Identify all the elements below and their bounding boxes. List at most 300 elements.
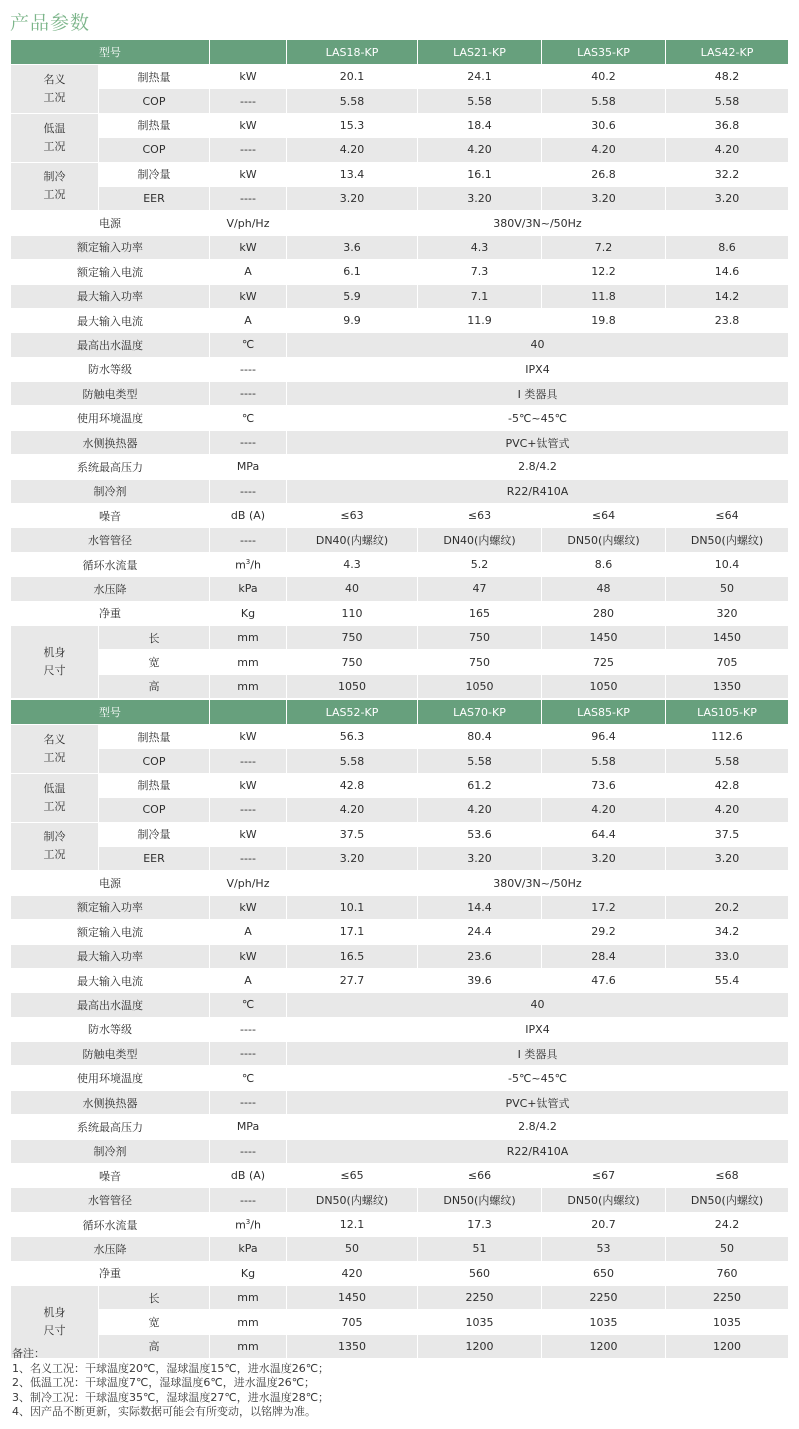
note-line: 2、低温工况：干球温度7℃，湿球温度6℃，进水温度26℃； [12,1376,316,1389]
group-label: 低温 工况 [11,114,99,163]
unit-cell: kPa [210,577,287,601]
unit-cell: ---- [210,1140,287,1164]
table-row [11,431,789,455]
value-cell: 96.4 [542,725,666,749]
table-row [11,1188,789,1212]
param-name: 额定输入电流 [11,260,210,284]
table-row [11,1237,789,1261]
unit-cell: ---- [210,89,287,113]
nominal-row [11,65,789,89]
value-cell: 14.6 [666,260,789,284]
cooling-row [11,823,789,847]
value-cell: 73.6 [542,774,666,798]
group-label: 制冷 工况 [11,823,99,872]
param-name: 额定输入电流 [11,920,210,944]
group-label: 名义 工况 [11,725,99,774]
unit-base: m [235,1218,246,1232]
param-name: 最高出水温度 [11,993,210,1017]
value-cell: DN40(内螺纹) [287,528,418,552]
value-cell: 23.6 [418,945,542,969]
value-cell: 1035 [542,1310,666,1334]
value-cell: 10.1 [287,896,418,920]
model-name: LAS105-KP [666,700,789,725]
value-cell: 4.20 [542,138,666,162]
unit-cell: ---- [210,1188,287,1212]
value-cell: 6.1 [287,260,418,284]
value-cell: 3.20 [666,847,789,871]
unit-tail: /h [250,1218,261,1232]
param-name: 循环水流量 [11,553,210,577]
unit-cell: kPa [210,1237,287,1261]
value-cell: 4.20 [666,138,789,162]
value-cell: 24.4 [418,920,542,944]
value-cell: 80.4 [418,725,542,749]
note-line: 3、制冷工况：干球温度35℃，湿球温度27℃，进水温度28℃； [12,1390,330,1404]
value-cell: 12.2 [542,260,666,284]
value-cell: 2250 [418,1286,542,1310]
value-cell: DN50(内螺纹) [418,1188,542,1212]
param-name: 水管管径 [11,1188,210,1212]
unit-cell: kW [210,163,287,187]
model-header-label: 型号 [11,700,210,725]
value-cell: 1350 [666,675,789,699]
model-name: LAS18-KP [287,40,418,65]
group-label: 制冷 工况 [11,163,99,212]
table-row [11,871,789,895]
value-cell: 50 [666,1237,789,1261]
table-row [11,969,789,993]
param-name: 防水等级 [11,358,210,382]
param-name: 最大输入功率 [11,945,210,969]
table-row [11,211,789,235]
unit-cell: kW [210,285,287,309]
value-cell: 50 [287,1237,418,1261]
unit-cell [210,1213,287,1237]
table-row [11,1091,789,1115]
value-cell: 20.2 [666,896,789,920]
value-cell: 1350 [287,1335,418,1359]
table-row [11,504,789,528]
value-cell: -5℃~45℃ [287,406,789,430]
unit-cell: V/ph/Hz [210,211,287,235]
value-cell: 1450 [287,1286,418,1310]
value-cell: ≤65 [287,1164,418,1188]
value-cell: 3.20 [287,187,418,211]
param-name: 制热量 [99,65,210,89]
value-cell: 3.20 [418,187,542,211]
param-name: 制冷剂 [11,480,210,504]
unit-cell: ---- [210,431,287,455]
unit-cell: ---- [210,1091,287,1115]
param-name: 宽 [99,1310,210,1334]
value-cell: 3.6 [287,236,418,260]
param-name: 水压降 [11,1237,210,1261]
unit-cell: ---- [210,798,287,822]
cooling-row [11,163,789,187]
unit-cell: mm [210,626,287,650]
value-cell: 1050 [418,675,542,699]
value-cell: 47 [418,577,542,601]
unit-superscript: 3 [245,1217,251,1226]
value-cell: 47.6 [542,969,666,993]
unit-cell: ---- [210,187,287,211]
param-name: 净重 [11,1262,210,1286]
value-cell: 13.4 [287,163,418,187]
value-cell: 725 [542,650,666,674]
model-name: LAS35-KP [542,40,666,65]
note-line: 1、名义工况：干球温度20℃，湿球温度15℃，进水温度26℃； [12,1361,330,1375]
value-cell: 1450 [542,626,666,650]
value-cell: DN50(内螺纹) [666,528,789,552]
note-line: 4、因产品不断更新，实际数据可能会有所变动，以铭牌为准。 [12,1405,316,1418]
unit-cell: kW [210,236,287,260]
unit-cell: ---- [210,1042,287,1066]
value-cell: 420 [287,1262,418,1286]
table-row [11,333,789,357]
value-cell: 17.3 [418,1213,542,1237]
unit-cell: Kg [210,602,287,626]
value-cell: 32.2 [666,163,789,187]
value-cell: 37.5 [666,823,789,847]
value-cell: 280 [542,602,666,626]
value-cell: DN50(内螺纹) [287,1188,418,1212]
value-cell: 750 [287,650,418,674]
value-cell: 40 [287,333,789,357]
table-row [11,602,789,626]
value-cell: 5.58 [418,89,542,113]
value-cell: 750 [287,626,418,650]
value-cell: 29.2 [542,920,666,944]
value-cell: R22/R410A [287,480,789,504]
param-name: COP [99,749,210,773]
unit-cell: ℃ [210,1066,287,1090]
value-cell: 24.1 [418,65,542,89]
value-cell: 4.20 [287,798,418,822]
unit-cell: ℃ [210,406,287,430]
spec-table [11,700,789,1359]
value-cell: IPX4 [287,1018,789,1042]
value-cell: 9.9 [287,309,418,333]
table-row [11,577,789,601]
param-name: 系统最高压力 [11,1115,210,1139]
value-cell: 320 [666,602,789,626]
value-cell: 10.4 [666,553,789,577]
value-cell: 380V/3N~/50Hz [287,871,789,895]
unit-cell: A [210,969,287,993]
value-cell: 16.1 [418,163,542,187]
size-row [11,626,789,650]
value-cell: 55.4 [666,969,789,993]
table-row [11,920,789,944]
value-cell: 5.58 [666,89,789,113]
unit-cell: V/ph/Hz [210,871,287,895]
value-cell: 14.2 [666,285,789,309]
table-row [11,1262,789,1286]
table-row [11,358,789,382]
unit-cell: kW [210,896,287,920]
param-name: 最大输入电流 [11,309,210,333]
value-cell: 11.8 [542,285,666,309]
unit-cell: kW [210,823,287,847]
value-cell: 12.1 [287,1213,418,1237]
param-name: 最高出水温度 [11,333,210,357]
value-cell: DN50(内螺纹) [666,1188,789,1212]
value-cell: 1200 [666,1335,789,1359]
model-name: LAS42-KP [666,40,789,65]
unit-cell: ---- [210,749,287,773]
unit-cell: ---- [210,528,287,552]
unit-cell: MPa [210,455,287,479]
param-name: 水压降 [11,577,210,601]
unit-cell: kW [210,774,287,798]
page-title: 产品参数 [10,12,91,34]
value-cell: 48.2 [666,65,789,89]
value-cell: 51 [418,1237,542,1261]
value-cell: 4.20 [287,138,418,162]
unit-cell: mm [210,1310,287,1334]
table-row [11,896,789,920]
value-cell: 165 [418,602,542,626]
param-name: EER [99,847,210,871]
value-cell: 5.2 [418,553,542,577]
value-cell: 1035 [418,1310,542,1334]
value-cell: R22/R410A [287,1140,789,1164]
param-name: 净重 [11,602,210,626]
value-cell: 2250 [666,1286,789,1310]
value-cell: 17.2 [542,896,666,920]
value-cell: 4.20 [542,798,666,822]
value-cell: -5℃~45℃ [287,1066,789,1090]
value-cell: 40 [287,993,789,1017]
param-name: 使用环境温度 [11,1066,210,1090]
table-row [11,236,789,260]
value-cell: 34.2 [666,920,789,944]
param-name: COP [99,89,210,113]
unit-cell: A [210,309,287,333]
table-row [11,945,789,969]
param-name: 水侧换热器 [11,431,210,455]
value-cell: PVC+钛管式 [287,1091,789,1115]
param-name: 系统最高压力 [11,455,210,479]
param-name: 防触电类型 [11,1042,210,1066]
param-name: 循环水流量 [11,1213,210,1237]
value-cell: 7.3 [418,260,542,284]
table-row [11,528,789,552]
unit-cell: mm [210,675,287,699]
value-cell: 1035 [666,1310,789,1334]
nominal-row [11,89,789,113]
group-label: 机身 尺寸 [11,626,99,699]
lowtemp-row [11,774,789,798]
value-cell: 560 [418,1262,542,1286]
param-name: 高 [99,675,210,699]
param-name: 最大输入电流 [11,969,210,993]
value-cell: 64.4 [542,823,666,847]
unit-cell: dB (A) [210,1164,287,1188]
value-cell: 17.1 [287,920,418,944]
value-cell: 42.8 [287,774,418,798]
value-cell: 24.2 [666,1213,789,1237]
value-cell: 18.4 [418,114,542,138]
value-cell: 40.2 [542,65,666,89]
value-cell: 28.4 [542,945,666,969]
cooling-row [11,187,789,211]
table-row [11,1066,789,1090]
value-cell: 39.6 [418,969,542,993]
value-cell: 11.9 [418,309,542,333]
group-label: 机身 尺寸 [11,1286,99,1359]
param-name: 宽 [99,650,210,674]
unit-cell: kW [210,65,287,89]
value-cell: ≤67 [542,1164,666,1188]
param-name: 额定输入功率 [11,236,210,260]
nominal-row [11,749,789,773]
param-name: COP [99,798,210,822]
unit-superscript: 3 [245,557,251,566]
table-row [11,1115,789,1139]
value-cell: 36.8 [666,114,789,138]
model-name: LAS52-KP [287,700,418,725]
param-name: EER [99,187,210,211]
param-name: 使用环境温度 [11,406,210,430]
value-cell: 53 [542,1237,666,1261]
table-row [11,309,789,333]
param-name: 最大输入功率 [11,285,210,309]
table-row [11,1140,789,1164]
lowtemp-row [11,114,789,138]
value-cell: 2.8/4.2 [287,455,789,479]
param-name: 防水等级 [11,1018,210,1042]
value-cell: ≤64 [666,504,789,528]
value-cell: 5.9 [287,285,418,309]
param-name: 高 [99,1335,210,1359]
unit-cell: dB (A) [210,504,287,528]
value-cell: 3.20 [418,847,542,871]
value-cell: 4.20 [418,138,542,162]
value-cell: 61.2 [418,774,542,798]
table-row [11,1164,789,1188]
unit-cell [210,553,287,577]
value-cell: DN50(内螺纹) [542,1188,666,1212]
value-cell: 19.8 [542,309,666,333]
value-cell: 4.3 [418,236,542,260]
value-cell: 1200 [418,1335,542,1359]
value-cell: 26.8 [542,163,666,187]
unit-cell: ---- [210,358,287,382]
cooling-row [11,847,789,871]
value-cell: 42.8 [666,774,789,798]
unit-cell: Kg [210,1262,287,1286]
param-name: 制热量 [99,114,210,138]
value-cell: 5.58 [542,89,666,113]
spec-table [11,40,789,699]
value-cell: 760 [666,1262,789,1286]
value-cell: 705 [287,1310,418,1334]
value-cell: ≤66 [418,1164,542,1188]
unit-cell: ---- [210,480,287,504]
param-name: 噪音 [11,1164,210,1188]
value-cell: 1050 [287,675,418,699]
value-cell: 2250 [542,1286,666,1310]
value-cell: 4.3 [287,553,418,577]
unit-cell: mm [210,650,287,674]
value-cell: 1200 [542,1335,666,1359]
value-cell: 20.7 [542,1213,666,1237]
value-cell: 5.58 [287,749,418,773]
unit-cell: mm [210,1286,287,1310]
value-cell: 5.58 [418,749,542,773]
model-header-label: 型号 [11,40,210,65]
unit-cell: MPa [210,1115,287,1139]
value-cell: 3.20 [542,187,666,211]
value-cell: 750 [418,650,542,674]
lowtemp-row [11,138,789,162]
value-cell: 33.0 [666,945,789,969]
value-cell: 1050 [542,675,666,699]
unit-base: m [235,558,246,572]
size-row [11,675,789,699]
param-name: 噪音 [11,504,210,528]
unit-cell: ℃ [210,993,287,1017]
value-cell: 705 [666,650,789,674]
table-row [11,455,789,479]
param-name: 制热量 [99,774,210,798]
param-name: 制冷量 [99,163,210,187]
value-cell: 110 [287,602,418,626]
unit-cell: mm [210,1335,287,1359]
unit-cell: ---- [210,847,287,871]
value-cell: 7.2 [542,236,666,260]
unit-cell: kW [210,945,287,969]
param-name: 制热量 [99,725,210,749]
table-row [11,553,789,577]
table-row [11,382,789,406]
unit-cell: kW [210,114,287,138]
table-row [11,285,789,309]
table-row [11,1042,789,1066]
value-cell: 50 [666,577,789,601]
value-cell: 20.1 [287,65,418,89]
value-cell: 37.5 [287,823,418,847]
value-cell: 7.1 [418,285,542,309]
size-row [11,1310,789,1334]
value-cell: DN50(内螺纹) [542,528,666,552]
size-row [11,650,789,674]
table-row [11,1018,789,1042]
param-name: 防触电类型 [11,382,210,406]
param-name: COP [99,138,210,162]
param-name: 长 [99,626,210,650]
unit-cell: ---- [210,138,287,162]
value-cell: 56.3 [287,725,418,749]
value-cell: 1450 [666,626,789,650]
value-cell: 3.20 [542,847,666,871]
value-cell: 2.8/4.2 [287,1115,789,1139]
value-cell: DN40(内螺纹) [418,528,542,552]
value-cell: PVC+钛管式 [287,431,789,455]
model-name: LAS21-KP [418,40,542,65]
value-cell: ≤64 [542,504,666,528]
value-cell: 53.6 [418,823,542,847]
value-cell: 4.20 [418,798,542,822]
param-name: 额定输入功率 [11,896,210,920]
value-cell: IPX4 [287,358,789,382]
table-row [11,993,789,1017]
group-label: 名义 工况 [11,65,99,114]
param-name: 水侧换热器 [11,1091,210,1115]
value-cell: 23.8 [666,309,789,333]
value-cell: 40 [287,577,418,601]
